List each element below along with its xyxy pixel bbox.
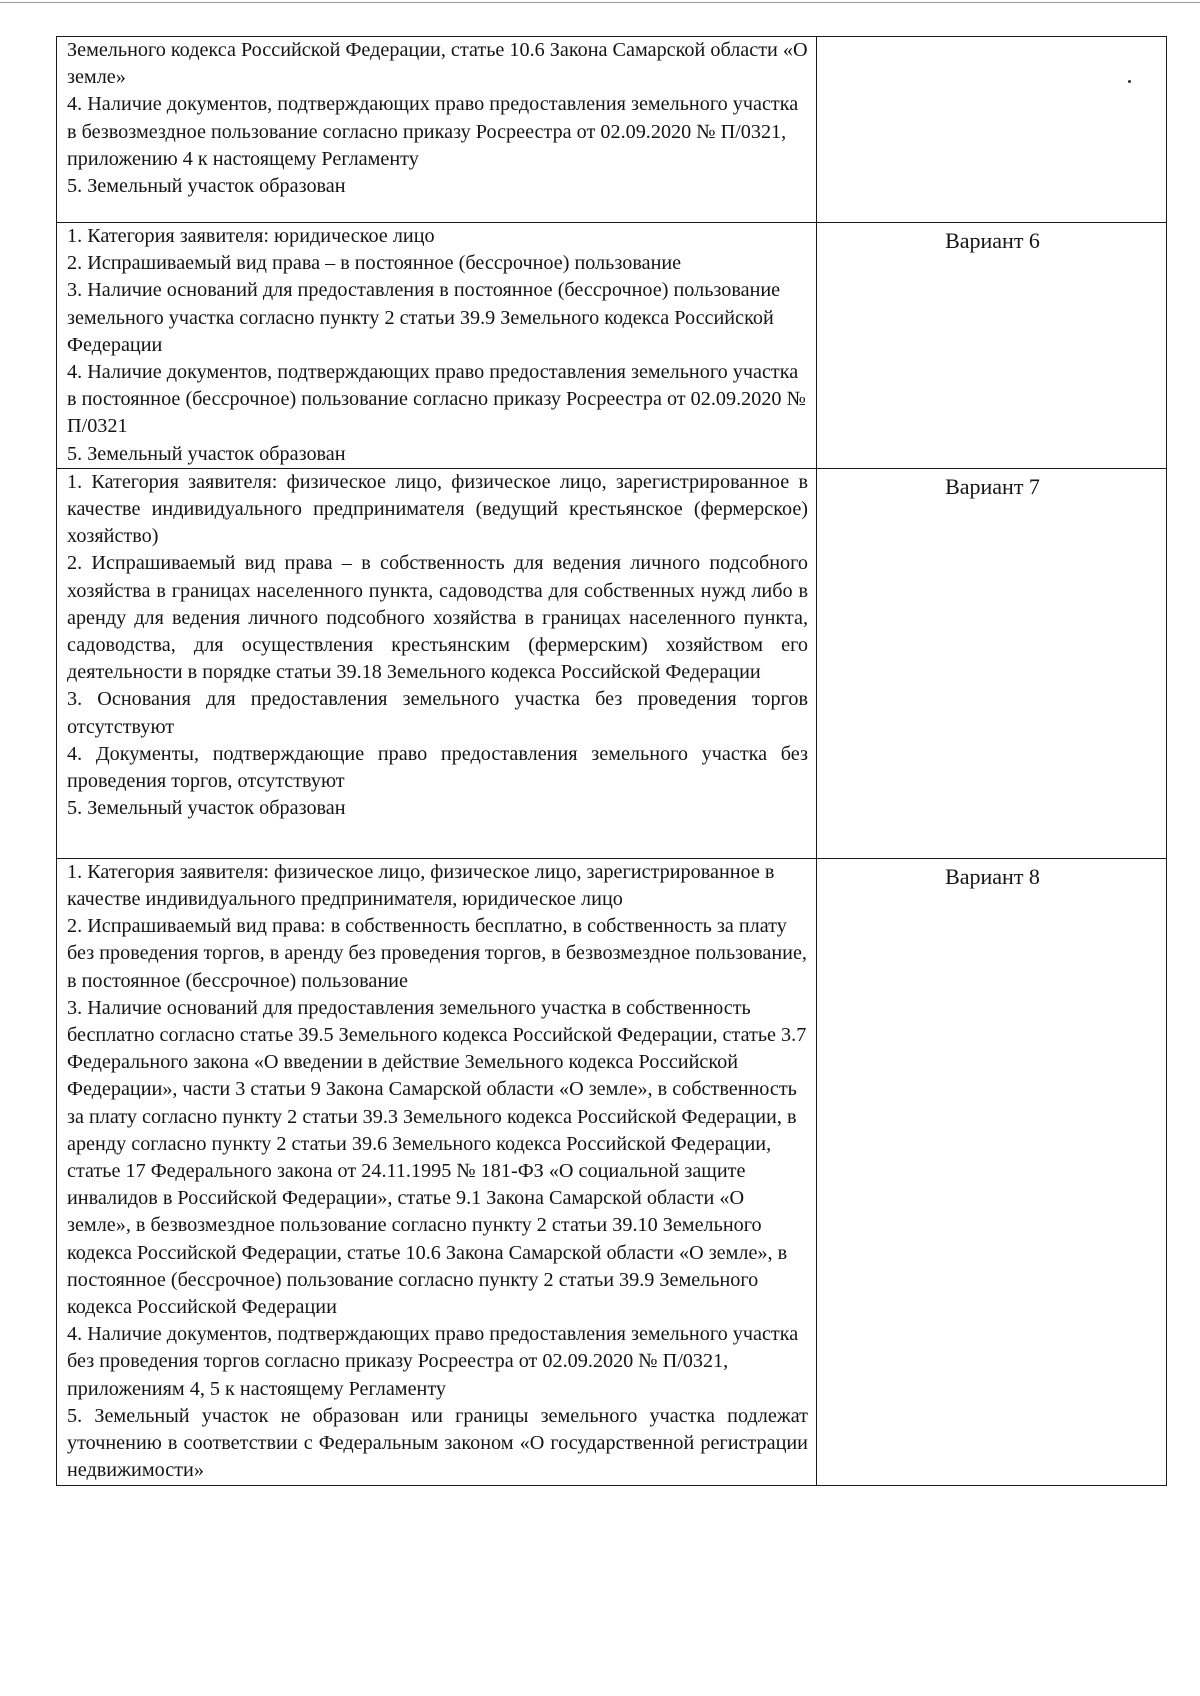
condition-line: 5. Земельный участок не образован или границы земельного участка подлежат уточнению в соответствии с Федеральным законом «О государственной регистрации недвижимости» (67, 1404, 808, 1482)
table-row (57, 858, 1167, 1485)
condition-line: 5. Земельный участок образован (67, 442, 346, 465)
conditions-cell (57, 223, 817, 469)
page-top-edge (0, 2, 1200, 3)
variant-cell (817, 468, 1167, 858)
condition-line: 4. Наличие документов, подтверждающих право предоставления земельного участка без проведения торгов согласно приказу Росреестра от 02.09.2020 № П/0321, приложениям 4, 5 к настоящему Регламенту (67, 1323, 799, 1400)
condition-line: 3. Основания для предоставления земельного участка без проведения торгов отсутствуют (67, 688, 808, 738)
variants-table (56, 36, 1167, 1486)
variant-cell (817, 223, 1167, 469)
condition-line: 3. Наличие оснований для предоставления земельного участка в собственность бесплатно согласно статье 39.5 Земельного кодекса Российской Федерации, статье 3.7 Федерального закона «О введении в действие Земельного кодекса Российской Федерации», части 3 статьи 9 Закона Самарской области «О земле», в собственность за плату согласно пункту 2 статьи 39.3 Земельного кодекса Российской Федерации, в аренду согласно пункту 2 статьи 39.6 Земельного кодекса Российской Федерации, статье 17 Федерального закона от 24.11.1995 № 181-ФЗ «О социальной защите инвалидов в Российской Федерации», статье 9.1 Закона Самарской области «О земле», в безвозмездное пользование согласно пункту 2 статьи 39.10 Земельного кодекса Российской Федерации, статье 10.6 Закона Самарской области «О земле», в постоянное (бессрочное) пользование согласно пункту 2 статьи 39.9 Земельного кодекса Российской Федерации (67, 996, 807, 1319)
condition-line: 5. Земельный участок образован (67, 797, 346, 820)
conditions-cell (57, 468, 817, 858)
condition-line: 2. Испрашиваемый вид права – в постоянное (бессрочное) пользование (67, 252, 682, 275)
condition-line: 5. Земельный участок образован (67, 175, 346, 198)
variant-label: Вариант 7 (945, 473, 1040, 499)
condition-line: 1. Категория заявителя: физическое лицо, физическое лицо, зарегистрированное в качестве индивидуального предпринимателя (ведущий крестьянское (фермерское) хозяйство) (67, 470, 808, 548)
table-row (57, 223, 1167, 469)
condition-line: 1. Категория заявителя: физическое лицо, физическое лицо, зарегистрированное в качестве индивидуального предпринимателя, юридическое лицо (67, 860, 775, 911)
condition-line: 4. Документы, подтверждающие право предоставления земельного участка без проведения торгов, отсутствуют (67, 742, 808, 793)
variant-cell (817, 37, 1167, 223)
condition-line: 4. Наличие документов, подтверждающих право предоставления земельного участка в безвозмездное пользование согласно приказу Росреестра от 02.09.2020 № П/0321, приложению 4 к настоящему Регламенту (67, 93, 799, 170)
condition-line: 4. Наличие документов, подтверждающих право предоставления земельного участка в постоянное (бессрочное) пользование согласно приказу Росреестра от 02.09.2020 № П/0321 (67, 361, 806, 438)
condition-line: 1. Категория заявителя: юридическое лицо (67, 225, 435, 247)
variant-label: Вариант 6 (945, 228, 1040, 253)
condition-line: 2. Испрашиваемый вид права: в собственность бесплатно, в собственность за плату без проведения торгов, в аренду без проведения торгов, в безвозмездное пользование, в постоянное (бессрочное) пользование (67, 915, 807, 992)
conditions-cell (57, 858, 817, 1485)
condition-line: Земельного кодекса Российской Федерации, статье 10.6 Закона Самарской области «О земле» (67, 39, 808, 89)
variant-cell (817, 858, 1167, 1485)
variant-label: Вариант 8 (945, 863, 1040, 889)
conditions-cell (57, 37, 817, 223)
table-row (57, 468, 1167, 858)
table-row (57, 37, 1167, 223)
condition-line: 2. Испрашиваемый вид права – в собственность для ведения личного подсобного хозяйства в границах населенного пункта, садоводства для собственных нужд либо в аренду для ведения личного подсобного хозяйства в границах населенного пункта, садоводства, для осуществления крестьянским (фермерским) хозяйством его деятельности в порядке статьи 39.18 Земельного кодекса Российской Федерации (67, 552, 808, 684)
condition-line: 3. Наличие оснований для предоставления в постоянное (бессрочное) пользование земельного участка согласно пункту 2 статьи 39.9 Земельного кодекса Российской Федерации (67, 279, 781, 356)
